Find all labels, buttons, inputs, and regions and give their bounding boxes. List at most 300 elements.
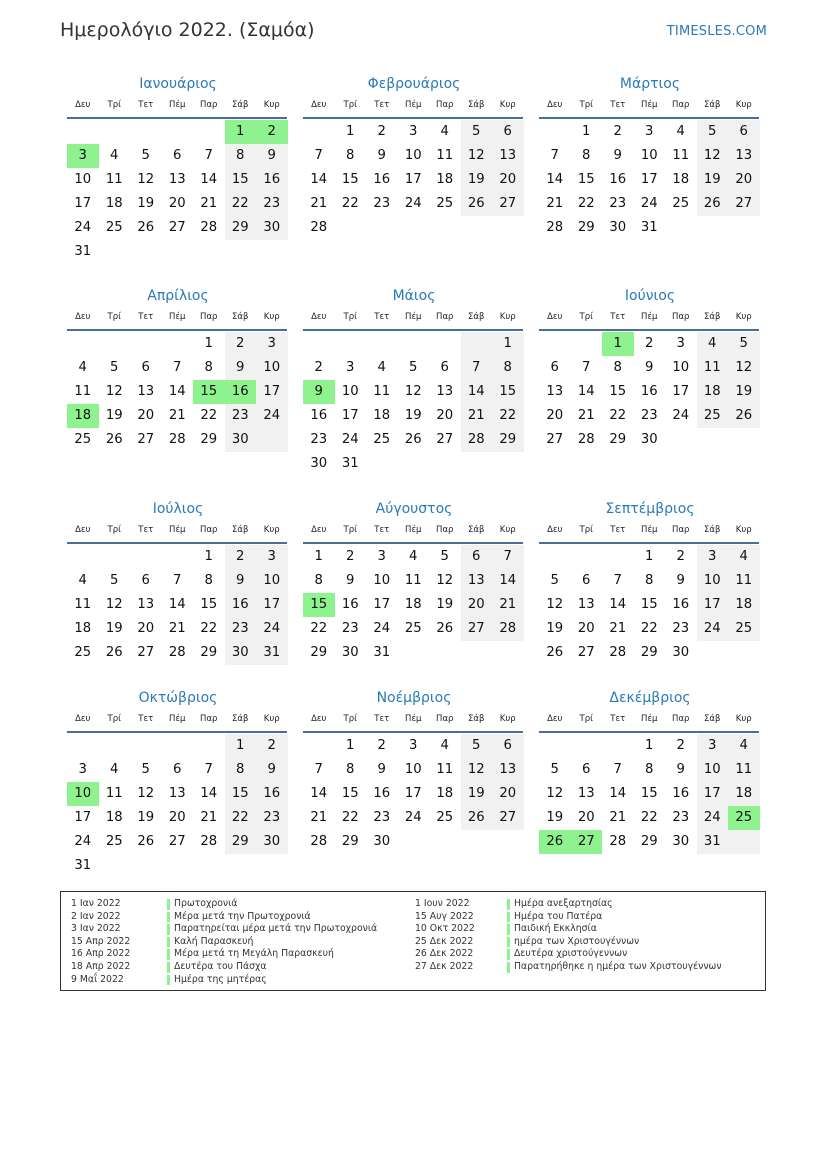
day-cell: 19 (461, 782, 493, 806)
empty-day-cell (99, 854, 131, 878)
day-cell: 21 (577, 408, 595, 423)
day-cell: 2 (645, 336, 654, 351)
day-cell: 23 (225, 404, 257, 428)
day-cell: 19 (728, 380, 760, 404)
day-cell: 29 (640, 645, 658, 660)
day-cell: 7 (314, 148, 323, 163)
day-cell: 24 (256, 404, 288, 428)
month-rule (67, 542, 287, 544)
empty-day-cell (130, 734, 162, 758)
month-rule (303, 117, 523, 119)
week-row (539, 806, 761, 830)
day-cell: 30 (609, 220, 627, 235)
weekday-label: Δευ (311, 100, 327, 110)
legend-date: 27 Δεκ 2022 (415, 961, 474, 972)
month-block (539, 283, 761, 452)
day-cell: 27 (492, 192, 524, 216)
day-cell: 26 (461, 806, 493, 830)
day-cell: 27 (461, 617, 493, 641)
day-cell: 31 (640, 220, 658, 235)
day-cell: 26 (137, 220, 155, 235)
day-cell: 19 (105, 621, 123, 636)
day-cell: 12 (137, 786, 155, 801)
day-cell: 4 (110, 762, 119, 777)
day-cell: 14 (310, 786, 328, 801)
day-cell: 4 (728, 545, 760, 569)
month-rule (539, 731, 759, 733)
weekday-label: Παρ (436, 312, 454, 322)
week-row (303, 404, 525, 428)
month-name: Ιανουάριος (139, 76, 217, 92)
empty-day-cell (303, 734, 335, 758)
day-cell: 18 (672, 172, 690, 187)
week-row (67, 830, 289, 854)
day-cell: 28 (461, 428, 493, 452)
day-cell: 14 (200, 786, 218, 801)
weekday-label: Σάβ (232, 714, 249, 724)
day-cell: 8 (225, 144, 257, 168)
day-cell: 12 (105, 384, 123, 399)
empty-day-cell (728, 428, 760, 452)
empty-day-cell (162, 120, 194, 144)
week-row (303, 593, 525, 617)
month-rule (303, 731, 523, 733)
day-cell: 11 (436, 762, 454, 777)
day-cell: 28 (609, 645, 627, 660)
week-row (539, 569, 761, 593)
legend-color-marker (507, 962, 510, 973)
week-row (539, 356, 761, 380)
day-cell: 9 (676, 573, 685, 588)
weekday-label: Δευ (547, 100, 563, 110)
day-cell: 29 (225, 830, 257, 854)
day-cell: 11 (373, 384, 391, 399)
week-row (303, 758, 525, 782)
day-cell: 23 (310, 432, 328, 447)
empty-day-cell (225, 854, 257, 878)
month-block (303, 496, 525, 665)
legend-entry (61, 898, 765, 911)
empty-day-cell (728, 641, 760, 665)
week-row (539, 332, 761, 356)
holiday-day-cell: 9 (303, 380, 335, 404)
day-cell: 18 (74, 621, 92, 636)
day-cell: 29 (577, 220, 595, 235)
day-cell: 30 (672, 645, 690, 660)
day-cell: 10 (256, 356, 288, 380)
week-row (67, 380, 289, 404)
week-row (67, 545, 289, 569)
empty-day-cell (429, 830, 461, 854)
week-row (67, 569, 289, 593)
day-cell: 30 (672, 834, 690, 849)
day-cell: 25 (373, 432, 391, 447)
day-cell: 13 (461, 569, 493, 593)
day-cell: 31 (74, 244, 92, 259)
day-cell: 13 (168, 786, 186, 801)
day-cell: 5 (110, 573, 119, 588)
weekday-label: Παρ (200, 312, 218, 322)
holiday-day-cell: 26 (539, 830, 571, 854)
weekday-label: Πέμ (641, 525, 658, 535)
day-cell: 12 (461, 758, 493, 782)
day-cell: 17 (404, 786, 422, 801)
day-cell: 11 (74, 597, 92, 612)
weekday-label: Τρί (343, 525, 357, 535)
day-cell: 29 (341, 834, 359, 849)
empty-day-cell (366, 216, 398, 240)
month-name: Απρίλιος (147, 288, 209, 304)
week-row (303, 144, 525, 168)
day-cell: 10 (672, 360, 690, 375)
empty-day-cell (539, 545, 571, 569)
week-row (539, 404, 761, 428)
empty-day-cell (366, 332, 398, 356)
day-cell: 12 (137, 172, 155, 187)
day-cell: 9 (645, 360, 654, 375)
weekday-label: Τρί (579, 714, 593, 724)
empty-day-cell (366, 452, 398, 476)
day-cell: 3 (377, 549, 386, 564)
day-cell: 9 (256, 758, 288, 782)
day-cell: 30 (341, 645, 359, 660)
day-cell: 8 (346, 762, 355, 777)
week-row (67, 734, 289, 758)
day-cell: 26 (137, 834, 155, 849)
day-cell: 24 (341, 432, 359, 447)
month-rule (303, 329, 523, 331)
week-row (303, 734, 525, 758)
weekday-label: Κυρ (263, 525, 280, 535)
weekday-label: Δευ (547, 525, 563, 535)
day-cell: 2 (377, 738, 386, 753)
day-cell: 19 (137, 196, 155, 211)
day-cell: 17 (256, 593, 288, 617)
day-cell: 19 (546, 621, 564, 636)
month-block (303, 71, 525, 240)
day-cell: 17 (672, 384, 690, 399)
weekday-label: Πέμ (169, 525, 186, 535)
day-cell: 23 (373, 196, 391, 211)
day-cell: 7 (550, 148, 559, 163)
day-cell: 1 (645, 549, 654, 564)
day-cell: 10 (404, 148, 422, 163)
day-cell: 21 (310, 196, 328, 211)
empty-day-cell (99, 332, 131, 356)
weekday-label: Τετ (374, 100, 390, 110)
legend-color-marker (507, 912, 510, 923)
day-cell: 30 (256, 830, 288, 854)
week-row (539, 617, 761, 641)
weekday-header (539, 97, 761, 114)
weekday-label: Πέμ (169, 714, 186, 724)
day-cell: 4 (78, 573, 87, 588)
empty-day-cell (398, 332, 430, 356)
day-cell: 25 (404, 621, 422, 636)
week-row (67, 356, 289, 380)
day-cell: 8 (204, 573, 213, 588)
day-cell: 26 (105, 432, 123, 447)
empty-day-cell (571, 545, 603, 569)
weekday-label: Τρί (343, 714, 357, 724)
day-cell: 30 (256, 216, 288, 240)
weekday-label: Τετ (610, 100, 626, 110)
page-title: Ημερολόγιο 2022. (Σαμόα) (60, 19, 315, 41)
day-cell: 1 (645, 738, 654, 753)
empty-day-cell (429, 216, 461, 240)
empty-day-cell (665, 428, 697, 452)
day-cell: 19 (137, 810, 155, 825)
legend-color-marker (507, 937, 510, 948)
weekday-label: Πέμ (641, 100, 658, 110)
day-cell: 14 (546, 172, 564, 187)
weekday-label: Τετ (138, 525, 154, 535)
day-cell: 6 (492, 734, 524, 758)
weekday-label: Παρ (200, 525, 218, 535)
day-cell: 24 (640, 196, 658, 211)
legend-entry (61, 911, 765, 924)
day-cell: 5 (141, 762, 150, 777)
day-cell: 24 (373, 621, 391, 636)
week-row (67, 641, 289, 665)
day-cell: 2 (377, 124, 386, 139)
holiday-day-cell: 16 (225, 380, 257, 404)
week-row (539, 216, 761, 240)
empty-day-cell (461, 216, 493, 240)
legend-holiday-name: Πρωτοχρονιά (174, 898, 238, 909)
weekday-label: Σάβ (468, 525, 485, 535)
month-name: Σεπτέμβριος (605, 501, 695, 517)
holiday-legend (60, 891, 766, 991)
week-row (67, 240, 289, 264)
day-cell: 14 (609, 597, 627, 612)
empty-day-cell (162, 240, 194, 264)
day-cell: 18 (436, 172, 454, 187)
day-cell: 24 (256, 617, 288, 641)
month-block (539, 685, 761, 854)
day-cell: 16 (609, 172, 627, 187)
week-row (539, 192, 761, 216)
empty-day-cell (99, 240, 131, 264)
day-cell: 22 (341, 810, 359, 825)
weekday-label: Πέμ (405, 100, 422, 110)
day-cell: 1 (492, 332, 524, 356)
weekday-label: Τρί (107, 312, 121, 322)
day-cell: 7 (204, 762, 213, 777)
empty-day-cell (539, 332, 571, 356)
day-cell: 16 (225, 593, 257, 617)
day-cell: 21 (609, 810, 627, 825)
empty-day-cell (130, 545, 162, 569)
day-cell: 31 (697, 830, 729, 854)
day-cell: 29 (310, 645, 328, 660)
day-cell: 6 (173, 762, 182, 777)
day-cell: 27 (492, 806, 524, 830)
day-cell: 24 (74, 220, 92, 235)
day-cell: 28 (200, 834, 218, 849)
week-row (303, 332, 525, 356)
day-cell: 17 (373, 597, 391, 612)
empty-day-cell (99, 734, 131, 758)
day-cell: 28 (546, 220, 564, 235)
day-cell: 22 (609, 408, 627, 423)
weekday-label: Πέμ (405, 525, 422, 535)
holiday-day-cell: 1 (225, 120, 257, 144)
week-row (539, 144, 761, 168)
empty-day-cell (67, 545, 99, 569)
empty-day-cell (193, 854, 225, 878)
empty-day-cell (728, 216, 760, 240)
day-cell: 8 (225, 758, 257, 782)
day-cell: 23 (256, 192, 288, 216)
day-cell: 19 (404, 408, 422, 423)
day-cell: 4 (78, 360, 87, 375)
day-cell: 25 (436, 810, 454, 825)
day-cell: 10 (341, 384, 359, 399)
day-cell: 5 (550, 762, 559, 777)
holiday-day-cell: 18 (67, 404, 99, 428)
day-cell: 5 (697, 120, 729, 144)
day-cell: 31 (256, 641, 288, 665)
weekday-label: Παρ (200, 714, 218, 724)
legend-holiday-name: Ημέρα του Πατέρα (514, 910, 603, 922)
day-cell: 31 (74, 858, 92, 873)
day-cell: 20 (461, 593, 493, 617)
day-cell: 16 (373, 786, 391, 801)
day-cell: 30 (373, 834, 391, 849)
empty-day-cell (130, 854, 162, 878)
week-row (303, 617, 525, 641)
week-row (303, 782, 525, 806)
day-cell: 22 (200, 408, 218, 423)
weekday-header (67, 711, 289, 728)
day-cell: 13 (137, 597, 155, 612)
weekday-label: Σάβ (232, 312, 249, 322)
month-block (539, 496, 761, 665)
empty-day-cell (225, 240, 257, 264)
legend-date: 25 Δεκ 2022 (415, 935, 474, 947)
day-cell: 17 (74, 810, 92, 825)
week-row (303, 380, 525, 404)
legend-date: 2 Ιαν 2022 (71, 910, 121, 922)
week-row (303, 569, 525, 593)
day-cell: 2 (225, 545, 257, 569)
week-row (67, 593, 289, 617)
day-cell: 7 (613, 573, 622, 588)
day-cell: 7 (492, 545, 524, 569)
legend-color-marker (507, 924, 510, 935)
day-cell: 4 (377, 360, 386, 375)
legend-entry (61, 923, 765, 936)
day-cell: 23 (341, 621, 359, 636)
day-cell: 21 (200, 196, 218, 211)
day-cell: 23 (640, 408, 658, 423)
day-cell: 29 (492, 428, 524, 452)
day-cell: 13 (577, 597, 595, 612)
day-cell: 21 (168, 621, 186, 636)
day-cell: 9 (377, 148, 386, 163)
day-cell: 19 (461, 168, 493, 192)
day-cell: 13 (492, 144, 524, 168)
day-cell: 5 (440, 549, 449, 564)
day-cell: 3 (697, 545, 729, 569)
day-cell: 12 (436, 573, 454, 588)
day-cell: 24 (672, 408, 690, 423)
day-cell: 5 (550, 573, 559, 588)
day-cell: 13 (577, 786, 595, 801)
day-cell: 15 (577, 172, 595, 187)
day-cell: 7 (613, 762, 622, 777)
day-cell: 22 (640, 810, 658, 825)
month-block (67, 685, 289, 878)
empty-day-cell (398, 830, 430, 854)
day-cell: 12 (546, 786, 564, 801)
day-cell: 25 (436, 196, 454, 211)
day-cell: 19 (697, 168, 729, 192)
empty-day-cell (67, 332, 99, 356)
day-cell: 16 (640, 384, 658, 399)
weekday-label: Τρί (343, 312, 357, 322)
day-cell: 20 (577, 621, 595, 636)
day-cell: 14 (168, 597, 186, 612)
day-cell: 3 (697, 734, 729, 758)
day-cell: 26 (728, 404, 760, 428)
brand-link[interactable]: TIMESLES.COM (666, 24, 767, 39)
day-cell: 6 (440, 360, 449, 375)
weekday-label: Κυρ (735, 100, 752, 110)
day-cell: 14 (577, 384, 595, 399)
day-cell: 14 (200, 172, 218, 187)
legend-holiday-name: Ημέρα της μητέρας (174, 973, 267, 985)
day-cell: 5 (409, 360, 418, 375)
week-row (67, 428, 289, 452)
empty-day-cell (571, 332, 603, 356)
weekday-label: Πέμ (169, 100, 186, 110)
weekday-label: Τρί (579, 312, 593, 322)
holiday-day-cell: 1 (602, 332, 634, 356)
weekday-label: Δευ (75, 312, 91, 322)
day-cell: 9 (225, 356, 257, 380)
day-cell: 2 (256, 734, 288, 758)
day-cell: 19 (546, 810, 564, 825)
legend-holiday-name: Καλή Παρασκευή (174, 935, 254, 947)
weekday-label: Παρ (672, 100, 690, 110)
day-cell: 21 (200, 810, 218, 825)
empty-day-cell (67, 734, 99, 758)
legend-holiday-name: Ημέρα ανεξαρτησίας (514, 898, 613, 909)
day-cell: 7 (461, 356, 493, 380)
weekday-label: Κυρ (263, 100, 280, 110)
day-cell: 17 (640, 172, 658, 187)
day-cell: 29 (200, 432, 218, 447)
day-cell: 11 (697, 356, 729, 380)
holiday-day-cell: 25 (728, 806, 760, 830)
weekday-label: Δευ (311, 714, 327, 724)
day-cell: 20 (546, 408, 564, 423)
day-cell: 12 (546, 597, 564, 612)
day-cell: 26 (105, 645, 123, 660)
day-cell: 12 (461, 144, 493, 168)
legend-holiday-name: Παρατηρείται μέρα μετά την Πρωτοχρονιά (174, 923, 378, 935)
day-cell: 31 (341, 456, 359, 471)
day-cell: 31 (373, 645, 391, 660)
day-cell: 21 (546, 196, 564, 211)
weekday-label: Δευ (75, 100, 91, 110)
day-cell: 8 (346, 148, 355, 163)
weekday-label: Τετ (138, 714, 154, 724)
week-row (303, 120, 525, 144)
week-row (303, 641, 525, 665)
